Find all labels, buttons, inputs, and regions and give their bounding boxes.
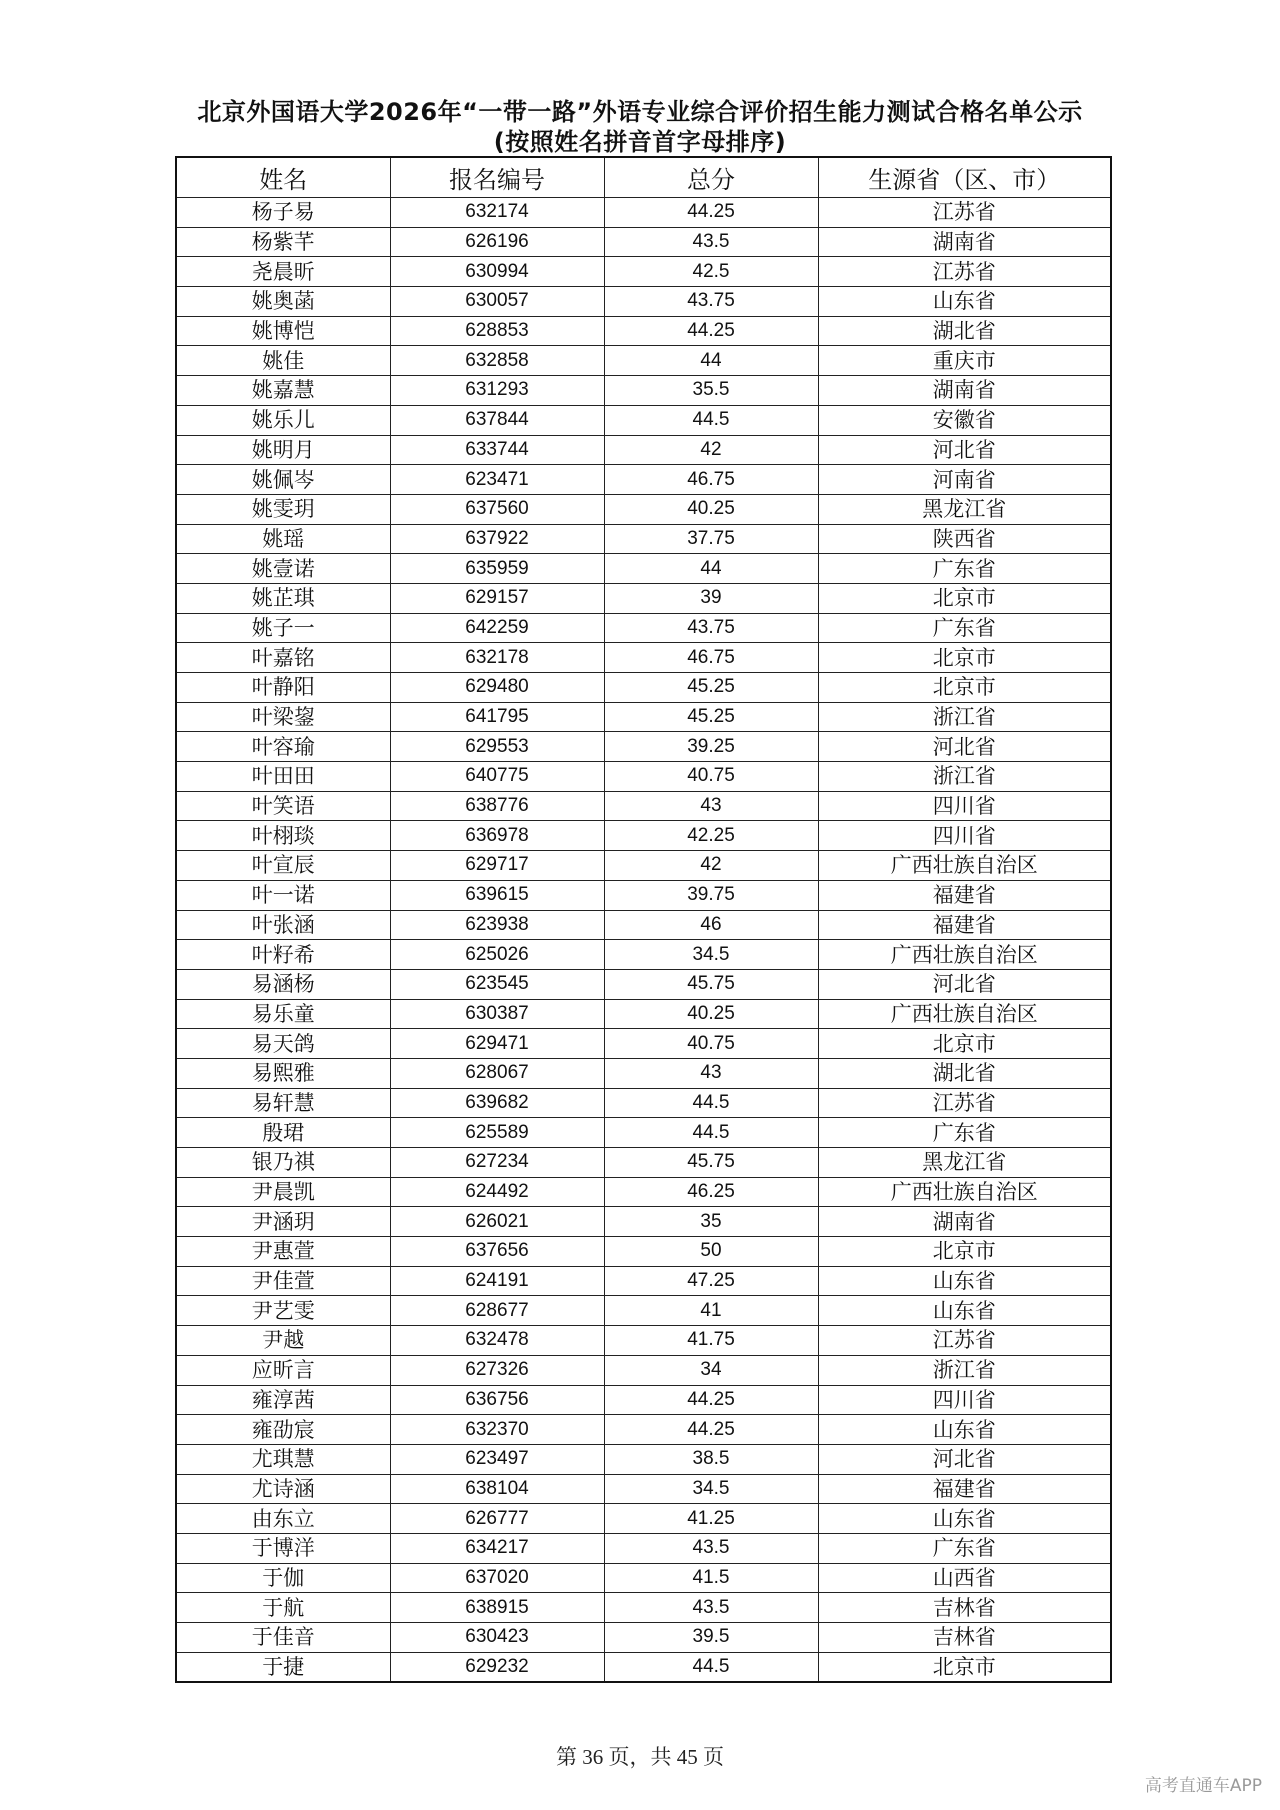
cell-name: 于捷 (176, 1652, 390, 1682)
cell-registration-id: 628067 (390, 1058, 604, 1088)
cell-province: 广东省 (818, 1118, 1111, 1148)
cell-name: 叶笑语 (176, 791, 390, 821)
cell-province: 广东省 (818, 613, 1111, 643)
cell-name: 尧晨昕 (176, 257, 390, 287)
cell-registration-id: 637560 (390, 494, 604, 524)
cell-score: 44.25 (604, 1385, 818, 1415)
cell-province: 广东省 (818, 1533, 1111, 1563)
cell-name: 叶梁鋆 (176, 702, 390, 732)
cell-score: 44 (604, 346, 818, 376)
table-row (176, 554, 1111, 584)
cell-province: 四川省 (818, 791, 1111, 821)
cell-registration-id: 639615 (390, 880, 604, 910)
cell-name: 尹涵玥 (176, 1207, 390, 1237)
cell-score: 44.5 (604, 1652, 818, 1682)
cell-registration-id: 623545 (390, 969, 604, 999)
table-row (176, 1504, 1111, 1534)
cell-registration-id: 629157 (390, 583, 604, 613)
table-row (176, 1563, 1111, 1593)
cell-name: 易天鸽 (176, 1029, 390, 1059)
cell-registration-id: 636756 (390, 1385, 604, 1415)
cell-registration-id: 627326 (390, 1355, 604, 1385)
cell-registration-id: 632370 (390, 1415, 604, 1445)
cell-registration-id: 636978 (390, 821, 604, 851)
cell-province: 北京市 (818, 583, 1111, 613)
table-body (176, 198, 1111, 1683)
cell-score: 42.25 (604, 821, 818, 851)
cell-registration-id: 623497 (390, 1444, 604, 1474)
table-row (176, 1237, 1111, 1267)
table-row (176, 465, 1111, 495)
cell-registration-id: 632478 (390, 1326, 604, 1356)
cell-score: 43.75 (604, 613, 818, 643)
cell-name: 尤诗涵 (176, 1474, 390, 1504)
cell-score: 46.25 (604, 1177, 818, 1207)
table-row (176, 821, 1111, 851)
cell-score: 42 (604, 851, 818, 881)
table-row (176, 1444, 1111, 1474)
cell-registration-id: 629471 (390, 1029, 604, 1059)
table-row (176, 791, 1111, 821)
cell-province: 山西省 (818, 1563, 1111, 1593)
cell-province: 陕西省 (818, 524, 1111, 554)
cell-province: 湖南省 (818, 376, 1111, 406)
cell-score: 40.25 (604, 494, 818, 524)
cell-province: 湖北省 (818, 316, 1111, 346)
cell-registration-id: 624492 (390, 1177, 604, 1207)
document-title: 北京外国语大学2026年“一带一路”外语专业综合评价招生能力测试合格名单公示 (197, 98, 1083, 126)
cell-registration-id: 630057 (390, 287, 604, 317)
cell-name: 尤琪慧 (176, 1444, 390, 1474)
table-row (176, 673, 1111, 703)
cell-score: 34 (604, 1355, 818, 1385)
cell-name: 姚佳 (176, 346, 390, 376)
cell-registration-id: 642259 (390, 613, 604, 643)
cell-registration-id: 632858 (390, 346, 604, 376)
table-row (176, 1474, 1111, 1504)
table-row (176, 198, 1111, 228)
cell-registration-id: 629232 (390, 1652, 604, 1682)
cell-score: 45.75 (604, 1148, 818, 1178)
cell-score: 40.25 (604, 999, 818, 1029)
cell-province: 北京市 (818, 673, 1111, 703)
cell-name: 于航 (176, 1593, 390, 1623)
cell-province: 湖南省 (818, 227, 1111, 257)
table-row (176, 880, 1111, 910)
results-table (175, 156, 1112, 1683)
cell-name: 于伽 (176, 1563, 390, 1593)
cell-name: 叶宣辰 (176, 851, 390, 881)
cell-score: 44.5 (604, 1088, 818, 1118)
cell-score: 44.5 (604, 405, 818, 435)
table-row (176, 732, 1111, 762)
cell-score: 34.5 (604, 1474, 818, 1504)
cell-score: 42 (604, 435, 818, 465)
cell-registration-id: 629717 (390, 851, 604, 881)
cell-province: 江苏省 (818, 198, 1111, 228)
cell-province: 安徽省 (818, 405, 1111, 435)
cell-province: 浙江省 (818, 762, 1111, 792)
cell-name: 尹佳萱 (176, 1266, 390, 1296)
cell-province: 山东省 (818, 1296, 1111, 1326)
cell-score: 44 (604, 554, 818, 584)
cell-score: 46.75 (604, 465, 818, 495)
table-row (176, 287, 1111, 317)
cell-registration-id: 629480 (390, 673, 604, 703)
table-header-row (176, 157, 1111, 198)
cell-province: 山东省 (818, 1504, 1111, 1534)
cell-score: 44.25 (604, 316, 818, 346)
cell-province: 河南省 (818, 465, 1111, 495)
cell-province: 黑龙江省 (818, 494, 1111, 524)
cell-province: 山东省 (818, 287, 1111, 317)
cell-registration-id: 638104 (390, 1474, 604, 1504)
cell-name: 雍淳茜 (176, 1385, 390, 1415)
cell-registration-id: 637020 (390, 1563, 604, 1593)
cell-registration-id: 635959 (390, 554, 604, 584)
cell-score: 45.75 (604, 969, 818, 999)
table-row (176, 1623, 1111, 1653)
cell-registration-id: 638776 (390, 791, 604, 821)
cell-province: 福建省 (818, 880, 1111, 910)
cell-name: 于佳音 (176, 1623, 390, 1653)
cell-name: 杨紫芊 (176, 227, 390, 257)
cell-name: 易轩慧 (176, 1088, 390, 1118)
cell-score: 43.5 (604, 227, 818, 257)
cell-name: 叶田田 (176, 762, 390, 792)
table-row (176, 376, 1111, 406)
cell-province: 福建省 (818, 910, 1111, 940)
cell-province: 广西壮族自治区 (818, 940, 1111, 970)
cell-province: 河北省 (818, 1444, 1111, 1474)
table-row (176, 435, 1111, 465)
cell-score: 45.25 (604, 673, 818, 703)
cell-registration-id: 627234 (390, 1148, 604, 1178)
cell-name: 叶容瑜 (176, 732, 390, 762)
cell-registration-id: 639682 (390, 1088, 604, 1118)
page-number: 第 36 页，共 45 页 (556, 1745, 724, 1769)
cell-province: 福建省 (818, 1474, 1111, 1504)
cell-name: 姚雯玥 (176, 494, 390, 524)
cell-name: 叶嘉铭 (176, 643, 390, 673)
cell-province: 吉林省 (818, 1593, 1111, 1623)
cell-province: 湖南省 (818, 1207, 1111, 1237)
cell-registration-id: 638915 (390, 1593, 604, 1623)
cell-province: 浙江省 (818, 702, 1111, 732)
cell-registration-id: 632174 (390, 198, 604, 228)
table-row (176, 851, 1111, 881)
cell-province: 北京市 (818, 1029, 1111, 1059)
cell-province: 广西壮族自治区 (818, 851, 1111, 881)
document-subtitle: (按照姓名拼音首字母排序) (493, 128, 787, 156)
table-row (176, 1088, 1111, 1118)
table-row (176, 1415, 1111, 1445)
cell-province: 北京市 (818, 643, 1111, 673)
cell-score: 43.5 (604, 1533, 818, 1563)
table-row (176, 1652, 1111, 1682)
cell-name: 尹晨凯 (176, 1177, 390, 1207)
cell-registration-id: 625026 (390, 940, 604, 970)
cell-province: 广西壮族自治区 (818, 999, 1111, 1029)
cell-name: 姚壹诺 (176, 554, 390, 584)
table-row (176, 405, 1111, 435)
cell-score: 44.25 (604, 198, 818, 228)
cell-registration-id: 637656 (390, 1237, 604, 1267)
cell-score: 40.75 (604, 1029, 818, 1059)
cell-province: 江苏省 (818, 1088, 1111, 1118)
table-row (176, 910, 1111, 940)
cell-registration-id: 628853 (390, 316, 604, 346)
table-row (176, 1385, 1111, 1415)
cell-score: 43 (604, 791, 818, 821)
cell-name: 于博洋 (176, 1533, 390, 1563)
cell-province: 重庆市 (818, 346, 1111, 376)
table-row (176, 1029, 1111, 1059)
cell-score: 47.25 (604, 1266, 818, 1296)
column-header-name: 姓名 (176, 157, 390, 198)
table-row (176, 702, 1111, 732)
table-row (176, 257, 1111, 287)
cell-registration-id: 633744 (390, 435, 604, 465)
cell-registration-id: 628677 (390, 1296, 604, 1326)
cell-name: 易乐童 (176, 999, 390, 1029)
cell-registration-id: 630387 (390, 999, 604, 1029)
cell-province: 河北省 (818, 732, 1111, 762)
cell-registration-id: 626777 (390, 1504, 604, 1534)
cell-score: 43.75 (604, 287, 818, 317)
cell-score: 43.5 (604, 1593, 818, 1623)
cell-score: 38.5 (604, 1444, 818, 1474)
table-row (176, 1355, 1111, 1385)
cell-registration-id: 625589 (390, 1118, 604, 1148)
cell-name: 易熙雅 (176, 1058, 390, 1088)
cell-registration-id: 624191 (390, 1266, 604, 1296)
cell-name: 殷珺 (176, 1118, 390, 1148)
cell-name: 姚嘉慧 (176, 376, 390, 406)
cell-name: 姚明月 (176, 435, 390, 465)
column-header-score: 总分 (604, 157, 818, 198)
cell-score: 43 (604, 1058, 818, 1088)
table-row (176, 1266, 1111, 1296)
cell-score: 39 (604, 583, 818, 613)
cell-province: 江苏省 (818, 257, 1111, 287)
cell-name: 应昕言 (176, 1355, 390, 1385)
cell-name: 叶一诺 (176, 880, 390, 910)
cell-province: 江苏省 (818, 1326, 1111, 1356)
cell-province: 四川省 (818, 1385, 1111, 1415)
cell-name: 姚奥菡 (176, 287, 390, 317)
cell-score: 40.75 (604, 762, 818, 792)
table-row (176, 1207, 1111, 1237)
table-row (176, 940, 1111, 970)
cell-score: 41 (604, 1296, 818, 1326)
cell-name: 尹越 (176, 1326, 390, 1356)
table-row (176, 643, 1111, 673)
table-row (176, 1118, 1111, 1148)
cell-province: 山东省 (818, 1415, 1111, 1445)
cell-registration-id: 634217 (390, 1533, 604, 1563)
cell-score: 45.25 (604, 702, 818, 732)
cell-name: 姚佩岑 (176, 465, 390, 495)
cell-name: 由东立 (176, 1504, 390, 1534)
cell-registration-id: 629553 (390, 732, 604, 762)
table-row (176, 494, 1111, 524)
table-row (176, 346, 1111, 376)
table-row (176, 1593, 1111, 1623)
cell-score: 35 (604, 1207, 818, 1237)
cell-province: 河北省 (818, 969, 1111, 999)
cell-registration-id: 637922 (390, 524, 604, 554)
cell-province: 浙江省 (818, 1355, 1111, 1385)
cell-province: 河北省 (818, 435, 1111, 465)
table-row (176, 999, 1111, 1029)
cell-score: 50 (604, 1237, 818, 1267)
cell-registration-id: 632178 (390, 643, 604, 673)
cell-name: 姚博恺 (176, 316, 390, 346)
cell-registration-id: 626021 (390, 1207, 604, 1237)
cell-registration-id: 641795 (390, 702, 604, 732)
cell-name: 尹艺雯 (176, 1296, 390, 1326)
cell-province: 四川省 (818, 821, 1111, 851)
cell-name: 叶张涵 (176, 910, 390, 940)
cell-name: 易涵杨 (176, 969, 390, 999)
cell-registration-id: 640775 (390, 762, 604, 792)
cell-name: 尹惠萱 (176, 1237, 390, 1267)
cell-name: 叶静阳 (176, 673, 390, 703)
column-header-province: 生源省（区、市） (818, 157, 1111, 198)
table-row (176, 583, 1111, 613)
cell-registration-id: 631293 (390, 376, 604, 406)
cell-name: 杨子易 (176, 198, 390, 228)
table-row (176, 762, 1111, 792)
cell-province: 山东省 (818, 1266, 1111, 1296)
cell-registration-id: 630994 (390, 257, 604, 287)
cell-score: 37.75 (604, 524, 818, 554)
cell-score: 41.75 (604, 1326, 818, 1356)
cell-score: 39.25 (604, 732, 818, 762)
cell-registration-id: 637844 (390, 405, 604, 435)
cell-name: 叶栩琰 (176, 821, 390, 851)
cell-score: 39.5 (604, 1623, 818, 1653)
cell-score: 44.25 (604, 1415, 818, 1445)
cell-registration-id: 623938 (390, 910, 604, 940)
cell-province: 北京市 (818, 1652, 1111, 1682)
cell-registration-id: 623471 (390, 465, 604, 495)
cell-score: 46 (604, 910, 818, 940)
table-row (176, 613, 1111, 643)
cell-name: 姚瑶 (176, 524, 390, 554)
cell-name: 银乃祺 (176, 1148, 390, 1178)
cell-name: 姚乐儿 (176, 405, 390, 435)
table-row (176, 1533, 1111, 1563)
watermark: 高考直通车APP (1144, 1776, 1262, 1796)
cell-registration-id: 626196 (390, 227, 604, 257)
cell-registration-id: 630423 (390, 1623, 604, 1653)
cell-province: 广东省 (818, 554, 1111, 584)
table-row (176, 227, 1111, 257)
table-row (176, 1326, 1111, 1356)
cell-score: 41.25 (604, 1504, 818, 1534)
cell-score: 41.5 (604, 1563, 818, 1593)
cell-province: 黑龙江省 (818, 1148, 1111, 1178)
cell-province: 吉林省 (818, 1623, 1111, 1653)
cell-score: 34.5 (604, 940, 818, 970)
cell-score: 42.5 (604, 257, 818, 287)
table-row (176, 524, 1111, 554)
cell-province: 湖北省 (818, 1058, 1111, 1088)
cell-name: 叶籽希 (176, 940, 390, 970)
cell-name: 姚芷琪 (176, 583, 390, 613)
table-row (176, 1296, 1111, 1326)
cell-score: 35.5 (604, 376, 818, 406)
cell-name: 姚子一 (176, 613, 390, 643)
cell-name: 雍劭宸 (176, 1415, 390, 1445)
cell-score: 46.75 (604, 643, 818, 673)
table-row (176, 1177, 1111, 1207)
table-row (176, 316, 1111, 346)
cell-province: 北京市 (818, 1237, 1111, 1267)
table-row (176, 969, 1111, 999)
table-row (176, 1148, 1111, 1178)
cell-province: 广西壮族自治区 (818, 1177, 1111, 1207)
cell-score: 44.5 (604, 1118, 818, 1148)
table-row (176, 1058, 1111, 1088)
column-header-id: 报名编号 (390, 157, 604, 198)
cell-score: 39.75 (604, 880, 818, 910)
